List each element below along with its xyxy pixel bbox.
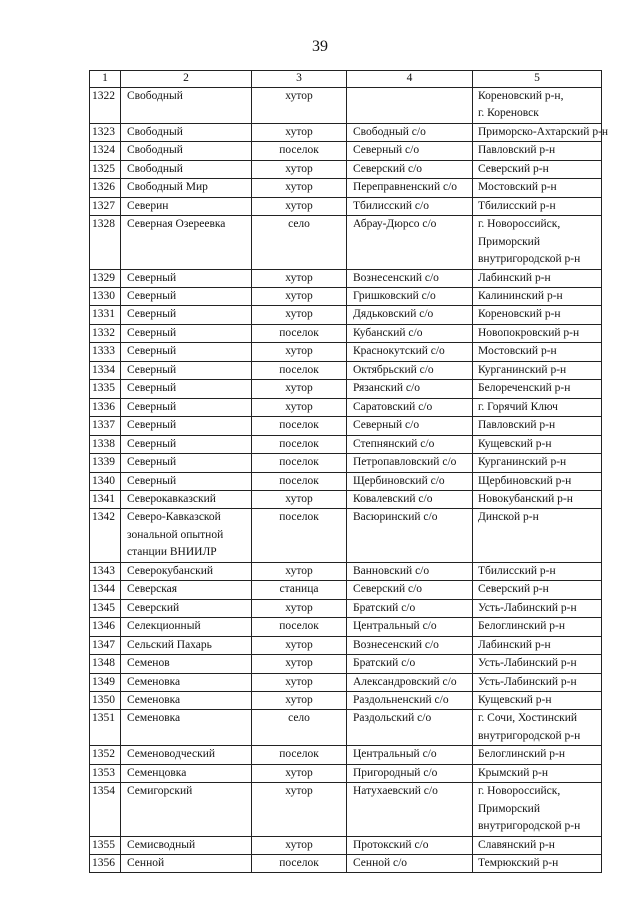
- settlement-name-cell: [121, 655, 252, 673]
- district-cell: [473, 746, 602, 764]
- row-number-cell: 1325: [90, 160, 121, 178]
- district-cell: [473, 417, 602, 435]
- settlement-name-cell: [121, 197, 252, 215]
- district-cell-line: Кущевский р-н: [478, 693, 552, 706]
- table-row: [90, 746, 602, 764]
- row-number-cell: 1349: [90, 673, 121, 691]
- settlement-name-cell: [121, 398, 252, 416]
- table-row: [90, 599, 602, 617]
- settlement-name-cell: [121, 287, 252, 305]
- rural-council-cell: Ванновский с/о: [347, 562, 473, 580]
- district-cell-line: Курганинский р-н: [478, 456, 567, 469]
- settlement-type-cell: поселок: [252, 454, 347, 472]
- row-number-cell: 1337: [90, 417, 121, 435]
- district-cell: [473, 710, 602, 746]
- row-number-cell: 1352: [90, 746, 121, 764]
- settlement-name-cell-line: Семисводный: [127, 838, 196, 851]
- rural-council-cell: Сенной с/о: [347, 855, 473, 873]
- column-header: 1: [90, 71, 121, 88]
- settlement-name-cell-line: Свободный: [127, 162, 183, 175]
- table-row: [90, 855, 602, 873]
- district-cell: [473, 836, 602, 854]
- table-row: [90, 472, 602, 490]
- district-cell: [473, 343, 602, 361]
- settlement-name-cell: [121, 216, 252, 269]
- table-row: [90, 618, 602, 636]
- settlement-name-cell: [121, 764, 252, 782]
- settlement-name-cell-line: Северный: [127, 345, 177, 358]
- settlement-name-cell: [121, 472, 252, 490]
- row-number-cell: 1347: [90, 636, 121, 654]
- settlement-type-cell: хутор: [252, 691, 347, 709]
- table-row: [90, 398, 602, 416]
- rural-council-cell: Северный с/о: [347, 142, 473, 160]
- settlement-type-cell: хутор: [252, 380, 347, 398]
- table-row: [90, 197, 602, 215]
- table-row: [90, 673, 602, 691]
- district-cell: [473, 691, 602, 709]
- district-cell-line: Лабинский р-н: [478, 271, 551, 284]
- settlement-type-cell: хутор: [252, 197, 347, 215]
- column-header: 2: [121, 71, 252, 88]
- settlement-type-cell: хутор: [252, 269, 347, 287]
- row-number-cell: 1322: [90, 88, 121, 124]
- row-number-cell: 1329: [90, 269, 121, 287]
- row-number-cell: 1343: [90, 562, 121, 580]
- district-cell: [473, 216, 602, 269]
- settlement-name-cell-line: Северокубанский: [127, 564, 214, 577]
- row-number-cell: 1341: [90, 490, 121, 508]
- settlement-type-cell: поселок: [252, 142, 347, 160]
- rural-council-cell: Вознесенский с/о: [347, 269, 473, 287]
- settlements-table-container: [89, 70, 609, 873]
- rural-council-cell: Натухаевский с/о: [347, 783, 473, 836]
- table-row: [90, 123, 602, 141]
- settlement-name-cell-line: Северокавказский: [127, 492, 216, 505]
- settlement-type-cell: хутор: [252, 599, 347, 617]
- rural-council-cell: Тбилисский с/о: [347, 197, 473, 215]
- district-cell-line: Белореченский р-н: [478, 382, 571, 395]
- settlement-name-cell-line: Свободный: [127, 144, 183, 157]
- rural-council-cell: Александровский с/о: [347, 673, 473, 691]
- settlement-name-cell: [121, 673, 252, 691]
- table-row: [90, 509, 602, 562]
- rural-council-cell: Братский с/о: [347, 655, 473, 673]
- district-cell-line: Мостовский р-н: [478, 181, 557, 194]
- settlement-name-cell-line: Свободный Мир: [127, 181, 208, 194]
- row-number-cell: 1342: [90, 509, 121, 562]
- district-cell: [473, 269, 602, 287]
- row-number-cell: 1339: [90, 454, 121, 472]
- district-cell-line: Северский р-н: [478, 162, 549, 175]
- settlement-type-cell: село: [252, 216, 347, 269]
- district-cell: [473, 509, 602, 562]
- settlement-name-cell-line: Северо-Кавказской: [127, 511, 221, 524]
- table-row: [90, 142, 602, 160]
- table-row: [90, 179, 602, 197]
- settlement-name-cell-line: Северный: [127, 308, 177, 321]
- table-row: [90, 380, 602, 398]
- settlement-name-cell-line: Свободный: [127, 90, 183, 102]
- settlement-name-cell: [121, 783, 252, 836]
- rural-council-cell: Рязанский с/о: [347, 380, 473, 398]
- settlement-type-cell: хутор: [252, 179, 347, 197]
- district-cell-line: Усть-Лабинский р-н: [478, 675, 577, 688]
- district-cell-line: Павловский р-н: [478, 144, 556, 157]
- district-cell-line: Белоглинский р-н: [478, 748, 565, 761]
- table-row: [90, 691, 602, 709]
- page-number: 39: [312, 38, 328, 55]
- settlement-name-cell: [121, 618, 252, 636]
- table-row: [90, 764, 602, 782]
- settlement-name-cell-line: Семенов: [127, 657, 170, 670]
- table-row: [90, 581, 602, 599]
- district-cell: [473, 179, 602, 197]
- rural-council-cell: Протокский с/о: [347, 836, 473, 854]
- settlement-type-cell: хутор: [252, 160, 347, 178]
- rural-council-cell: Степнянский с/о: [347, 435, 473, 453]
- settlement-name-cell: [121, 361, 252, 379]
- table-row: [90, 435, 602, 453]
- column-header: 4: [347, 71, 473, 88]
- rural-council-cell: Кубанский с/о: [347, 324, 473, 342]
- settlement-name-cell: [121, 123, 252, 141]
- settlement-type-cell: поселок: [252, 618, 347, 636]
- district-cell-line: Калининский р-н: [478, 289, 563, 302]
- table-row: [90, 490, 602, 508]
- settlement-name-cell: [121, 88, 252, 124]
- settlement-name-cell: [121, 179, 252, 197]
- rural-council-cell: Дядьковский с/о: [347, 306, 473, 324]
- settlement-name-cell-line: Селекционный: [127, 620, 201, 633]
- rural-council-cell: Саратовский с/о: [347, 398, 473, 416]
- district-cell: [473, 123, 609, 141]
- settlement-name-cell-line: Северская: [127, 583, 178, 596]
- settlement-name-cell-line: Северин: [127, 199, 169, 212]
- settlement-name-cell: [121, 746, 252, 764]
- rural-council-cell: Свободный с/о: [347, 123, 473, 141]
- district-cell-line: Новопокровский р-н: [478, 326, 580, 339]
- district-cell-line: Усть-Лабинский р-н: [478, 601, 577, 614]
- settlement-type-cell: хутор: [252, 673, 347, 691]
- table-row: [90, 343, 602, 361]
- settlement-name-cell: [121, 562, 252, 580]
- settlement-name-cell-line: Северный: [127, 363, 177, 376]
- rural-council-cell: Северский с/о: [347, 581, 473, 599]
- row-number-cell: 1335: [90, 380, 121, 398]
- row-number-cell: 1338: [90, 435, 121, 453]
- rural-council-cell: Переправненский с/о: [347, 179, 473, 197]
- settlement-type-cell: станица: [252, 581, 347, 599]
- district-cell: [473, 88, 602, 124]
- table-row: [90, 287, 602, 305]
- row-number-cell: 1326: [90, 179, 121, 197]
- settlement-name-cell: [121, 269, 252, 287]
- settlement-name-cell-line: Северный: [127, 382, 177, 395]
- settlements-table: [89, 70, 609, 873]
- district-cell-line: Щербиновский р-н: [478, 474, 572, 487]
- settlement-name-cell-line: Северный: [127, 400, 177, 413]
- settlement-name-cell: [121, 417, 252, 435]
- table-row: [90, 710, 602, 746]
- settlement-name-cell-line: зональной опытной: [127, 528, 224, 541]
- settlement-type-cell: хутор: [252, 562, 347, 580]
- district-cell-line: Усть-Лабинский р-н: [478, 657, 577, 670]
- row-number-cell: 1351: [90, 710, 121, 746]
- settlement-type-cell: поселок: [252, 417, 347, 435]
- settlement-name-cell-line: Северный: [127, 437, 177, 450]
- rural-council-cell: Раздольненский с/о: [347, 691, 473, 709]
- settlement-name-cell: [121, 599, 252, 617]
- table-row: [90, 417, 602, 435]
- district-cell: [473, 324, 602, 342]
- district-cell-line: Темрюкский р-н: [478, 857, 559, 870]
- rural-council-cell: Абрау-Дюрсо с/о: [347, 216, 473, 269]
- rural-council-cell: Щербиновский с/о: [347, 472, 473, 490]
- district-cell: [473, 306, 602, 324]
- table-row: [90, 783, 602, 836]
- row-number-cell: 1344: [90, 581, 121, 599]
- settlement-name-cell-line: Северная Озереевка: [127, 218, 226, 231]
- settlement-name-cell-line: Северный: [127, 474, 177, 487]
- rural-council-cell: Северский с/о: [347, 160, 473, 178]
- row-number-cell: 1336: [90, 398, 121, 416]
- district-cell-line: Приморский: [478, 235, 540, 248]
- table-row: [90, 636, 602, 654]
- settlement-type-cell: село: [252, 710, 347, 746]
- settlement-name-cell-line: Северный: [127, 419, 177, 432]
- district-cell-line: г. Новороссийск,: [478, 218, 561, 231]
- settlement-type-cell: поселок: [252, 324, 347, 342]
- settlement-type-cell: хутор: [252, 636, 347, 654]
- district-cell-line: Славянский р-н: [478, 838, 555, 851]
- settlement-name-cell: [121, 636, 252, 654]
- district-cell-line: Динской р-н: [478, 511, 539, 524]
- district-cell: [473, 142, 602, 160]
- row-number-cell: 1340: [90, 472, 121, 490]
- row-number-cell: 1323: [90, 123, 121, 141]
- settlement-name-cell: [121, 581, 252, 599]
- district-cell: [473, 160, 602, 178]
- settlement-type-cell: поселок: [252, 361, 347, 379]
- rural-council-cell: Октябрьский с/о: [347, 361, 473, 379]
- table-row: [90, 306, 602, 324]
- settlement-type-cell: хутор: [252, 287, 347, 305]
- row-number-cell: 1354: [90, 783, 121, 836]
- settlement-type-cell: хутор: [252, 836, 347, 854]
- rural-council-cell: Ковалевский с/о: [347, 490, 473, 508]
- table-row: [90, 655, 602, 673]
- rural-council-cell: Краснокутский с/о: [347, 343, 473, 361]
- settlement-type-cell: поселок: [252, 746, 347, 764]
- district-cell-line: Кущевский р-н: [478, 437, 552, 450]
- district-cell: [473, 562, 602, 580]
- settlement-name-cell-line: Северный: [127, 326, 177, 339]
- district-cell: [473, 855, 602, 873]
- district-cell: [473, 783, 602, 836]
- district-cell-line: г. Сочи, Хостинский: [478, 712, 578, 725]
- table-row: [90, 361, 602, 379]
- table-row: [90, 562, 602, 580]
- district-cell-line: г. Горячий Ключ: [478, 400, 558, 413]
- district-cell: [473, 599, 602, 617]
- table-row: [90, 454, 602, 472]
- table-row: [90, 88, 602, 124]
- settlement-name-cell: [121, 142, 252, 160]
- column-header: 3: [252, 71, 347, 88]
- rural-council-cell: Северный с/о: [347, 417, 473, 435]
- settlement-name-cell: [121, 490, 252, 508]
- settlement-type-cell: хутор: [252, 88, 347, 124]
- table-body: [90, 88, 609, 873]
- row-number-cell: 1332: [90, 324, 121, 342]
- settlement-name-cell-line: Сенной: [127, 857, 165, 870]
- district-cell-line: Кореновский р-н,: [478, 90, 564, 102]
- settlement-name-cell: [121, 306, 252, 324]
- settlement-name-cell-line: Северский: [127, 601, 180, 614]
- settlement-type-cell: поселок: [252, 472, 347, 490]
- row-number-cell: 1345: [90, 599, 121, 617]
- district-cell: [473, 581, 602, 599]
- row-number-cell: 1333: [90, 343, 121, 361]
- settlement-type-cell: хутор: [252, 343, 347, 361]
- rural-council-cell: Центральный с/о: [347, 618, 473, 636]
- table-row: [90, 269, 602, 287]
- district-cell-line: внутригородской р-н: [478, 820, 581, 833]
- district-cell-line: Северский р-н: [478, 583, 549, 596]
- settlement-name-cell-line: станции ВНИИЛР: [127, 546, 217, 559]
- district-cell-line: Павловский р-н: [478, 419, 556, 432]
- settlement-type-cell: хутор: [252, 490, 347, 508]
- district-cell-line: Кореновский р-н: [478, 308, 561, 321]
- settlement-name-cell-line: Семенцовка: [127, 766, 187, 779]
- row-number-cell: 1334: [90, 361, 121, 379]
- settlement-name-cell-line: Сельский Пахарь: [127, 638, 212, 651]
- district-cell-line: Приморский: [478, 802, 540, 815]
- settlement-name-cell-line: Семеновка: [127, 712, 181, 725]
- district-cell: [473, 618, 602, 636]
- district-cell: [473, 673, 602, 691]
- rural-council-cell: Вознесенский с/о: [347, 636, 473, 654]
- district-cell: [473, 197, 602, 215]
- settlement-type-cell: хутор: [252, 306, 347, 324]
- row-number-cell: 1356: [90, 855, 121, 873]
- settlement-type-cell: поселок: [252, 509, 347, 562]
- table-row: [90, 160, 602, 178]
- settlement-name-cell: [121, 435, 252, 453]
- rural-council-cell: Петропавловский с/о: [347, 454, 473, 472]
- settlement-name-cell: [121, 343, 252, 361]
- district-cell-line: Тбилисский р-н: [478, 199, 556, 212]
- column-header: 5: [473, 71, 602, 88]
- district-cell-line: Белоглинский р-н: [478, 620, 565, 633]
- district-cell-line: внутригородской р-н: [478, 729, 581, 742]
- district-cell: [473, 490, 602, 508]
- rural-council-cell: Гришковский с/о: [347, 287, 473, 305]
- settlement-type-cell: хутор: [252, 764, 347, 782]
- settlement-name-cell-line: Свободный: [127, 125, 183, 138]
- table-row: [90, 216, 602, 269]
- settlement-name-cell-line: Семеновка: [127, 675, 181, 688]
- settlement-name-cell-line: Семигорский: [127, 785, 193, 798]
- row-number-cell: 1355: [90, 836, 121, 854]
- settlement-name-cell: [121, 836, 252, 854]
- settlement-name-cell: [121, 710, 252, 746]
- district-cell-line: г. Кореновск: [478, 107, 539, 120]
- row-number-cell: 1327: [90, 197, 121, 215]
- district-cell-line: Приморско-Ахтарский р-н: [478, 125, 609, 138]
- district-cell-line: Курганинский р-н: [478, 363, 567, 376]
- settlement-name-cell-line: Семеновка: [127, 693, 181, 706]
- settlement-type-cell: хутор: [252, 398, 347, 416]
- settlement-name-cell: [121, 509, 252, 562]
- settlement-name-cell-line: Семеноводческий: [127, 748, 215, 761]
- district-cell-line: внутригородской р-н: [478, 253, 581, 266]
- district-cell: [473, 472, 602, 490]
- settlement-name-cell-line: Северный: [127, 289, 177, 302]
- row-number-cell: 1330: [90, 287, 121, 305]
- header-row: [90, 71, 602, 88]
- settlement-type-cell: хутор: [252, 783, 347, 836]
- district-cell: [473, 454, 602, 472]
- settlement-name-cell: [121, 160, 252, 178]
- settlement-name-cell-line: Северный: [127, 456, 177, 469]
- district-cell-line: г. Новороссийск,: [478, 785, 561, 798]
- table-row: [90, 324, 602, 342]
- district-cell-line: Лабинский р-н: [478, 638, 551, 651]
- settlement-type-cell: хутор: [252, 123, 347, 141]
- rural-council-cell: Раздольский с/о: [347, 710, 473, 746]
- settlement-name-cell: [121, 454, 252, 472]
- rural-council-cell: Васюринский с/о: [347, 509, 473, 562]
- district-cell: [473, 655, 602, 673]
- district-cell-line: Новокубанский р-н: [478, 492, 573, 505]
- district-cell-line: Мостовский р-н: [478, 345, 557, 358]
- settlement-type-cell: поселок: [252, 435, 347, 453]
- district-cell: [473, 764, 602, 782]
- table-header: [90, 71, 602, 88]
- district-cell-line: Крымский р-н: [478, 766, 549, 779]
- rural-council-cell: [347, 88, 473, 124]
- district-cell: [473, 361, 602, 379]
- row-number-cell: 1348: [90, 655, 121, 673]
- rural-council-cell: Братский с/о: [347, 599, 473, 617]
- settlement-name-cell: [121, 324, 252, 342]
- settlement-name-cell: [121, 855, 252, 873]
- settlement-name-cell: [121, 380, 252, 398]
- settlement-type-cell: поселок: [252, 855, 347, 873]
- district-cell: [473, 398, 602, 416]
- row-number-cell: 1328: [90, 216, 121, 269]
- rural-council-cell: Пригородный с/о: [347, 764, 473, 782]
- table-row: [90, 836, 602, 854]
- settlement-type-cell: хутор: [252, 655, 347, 673]
- district-cell: [473, 435, 602, 453]
- settlement-name-cell: [121, 691, 252, 709]
- row-number-cell: 1353: [90, 764, 121, 782]
- row-number-cell: 1350: [90, 691, 121, 709]
- district-cell: [473, 287, 602, 305]
- row-number-cell: 1324: [90, 142, 121, 160]
- district-cell-line: Тбилисский р-н: [478, 564, 556, 577]
- district-cell: [473, 636, 602, 654]
- row-number-cell: 1346: [90, 618, 121, 636]
- district-cell: [473, 380, 602, 398]
- settlement-name-cell-line: Северный: [127, 271, 177, 284]
- row-number-cell: 1331: [90, 306, 121, 324]
- rural-council-cell: Центральный с/о: [347, 746, 473, 764]
